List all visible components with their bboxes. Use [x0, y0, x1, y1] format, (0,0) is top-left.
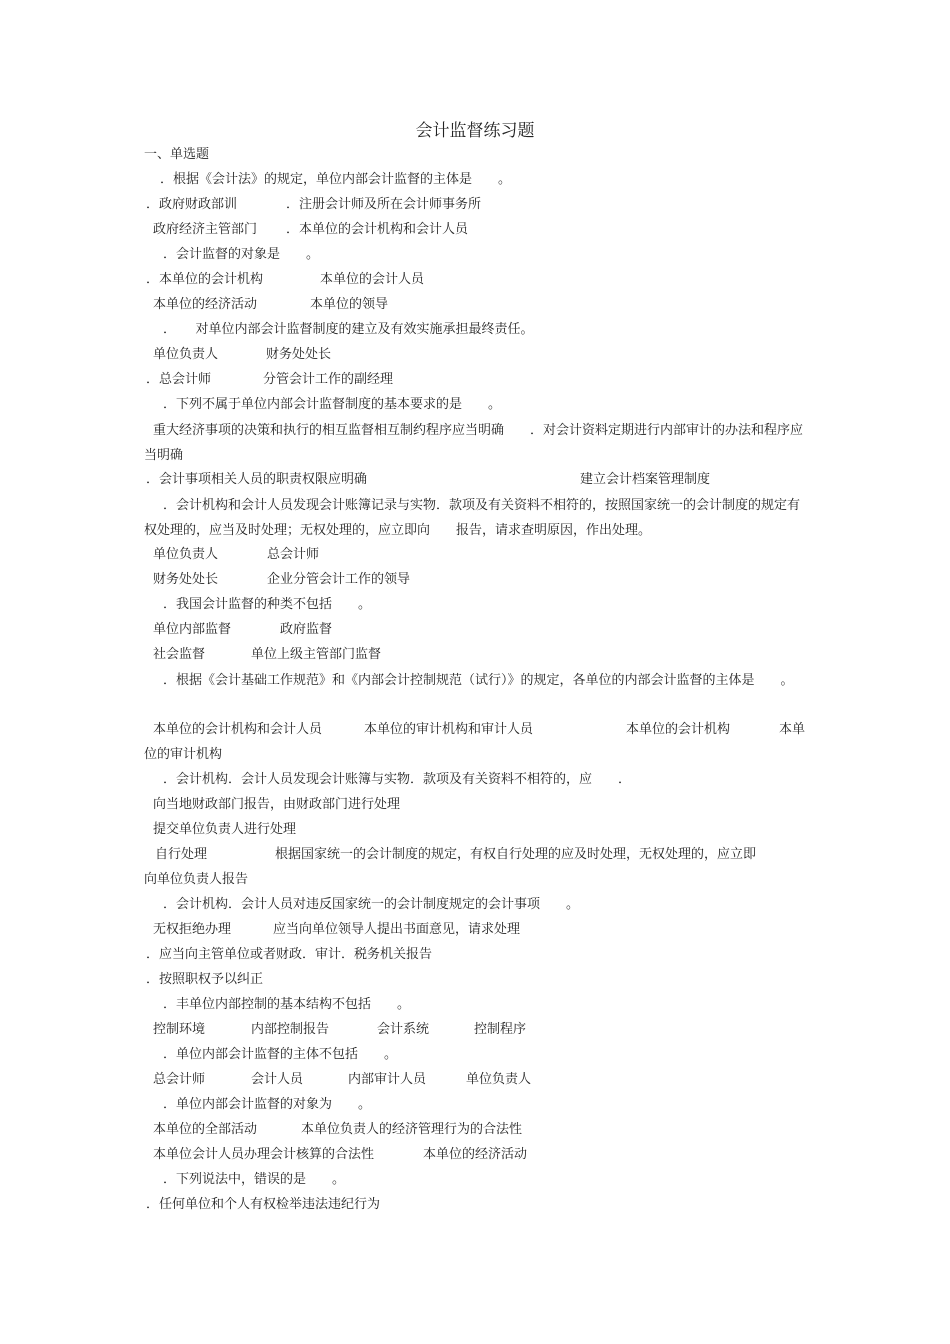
option: 会计系统 [377, 1022, 430, 1037]
option-wrapped: 重大经济事项的决策和执行的相互监督相互制约程序应当明确 ．对会计资料定期进行内部审计的办法和程序应当明确 [144, 423, 804, 463]
option: 本单位的领导 [310, 297, 389, 312]
option: 向当地财政部门报告，由财政部门进行处理 [153, 797, 401, 812]
option: 内部审计人员 [348, 1072, 427, 1087]
option: 控制程序 [474, 1022, 527, 1037]
question-13: ．下列说法中，错误的是 。 [163, 1172, 346, 1187]
option: 企业分管会计工作的领导 [267, 572, 411, 587]
question-9: ．会计机构．会计人员对违反国家统一的会计制度规定的会计事项 。 [163, 897, 580, 912]
option: 本单位的会计人员 [320, 272, 425, 287]
question-3: ． 对单位内部会计监督制度的建立及有效实施承担最终责任。 [163, 322, 534, 337]
question-5: ．会计机构和会计人员发现会计账簿记录与实物．款项及有关资料不相符的，按照国家统一的会计制度的规定有权处理的，应当及时处理；无权处理的，应立即向 报告，请求查明原因，作出处理。 [144, 498, 801, 538]
option: 提交单位负责人进行处理 [153, 822, 297, 837]
option: 总会计师 [267, 547, 320, 562]
option: ．政府财政部训 [146, 197, 238, 212]
option: 单位负责人 [153, 547, 219, 562]
option: 本单位的全部活动 [153, 1122, 258, 1137]
option: ．应当向主管单位或者财政．审计．税务机关报告 [146, 947, 433, 962]
section-heading: 一、单选题 [144, 147, 210, 162]
page-title: 会计监督练习题 [415, 121, 535, 141]
option: ．注册会计师及所在会计师事务所 [286, 197, 482, 212]
question-2: ．会计监督的对象是 。 [163, 247, 320, 262]
question-7: ．根据《会计基础工作规范》和《内部会计控制规范（试行）》的规定，各单位的内部会计监督的主体是 。 [163, 673, 794, 688]
option: 单位上级主管部门监督 [251, 647, 382, 662]
option: 分管会计工作的副经理 [263, 372, 394, 387]
option: 财务处处长 [266, 347, 332, 362]
option: 本单位的会计机构 [626, 722, 731, 737]
option: 自行处理 [155, 847, 208, 862]
option: 政府经济主管部门 [153, 222, 258, 237]
option: 总会计师 [153, 1072, 206, 1087]
option: 单位内部监督 [153, 622, 232, 637]
option: 内部控制报告 [251, 1022, 330, 1037]
option: 社会监督 [153, 647, 206, 662]
option: ．本单位的会计机构 [146, 272, 264, 287]
option: 本单位会计人员办理会计核算的合法性 [153, 1147, 375, 1162]
option-continuation: 位的审计机构 [144, 747, 223, 762]
option: 本单位负责人的经济管理行为的合法性 [301, 1122, 523, 1137]
option: ．本单位的会计机构和会计人员 [286, 222, 469, 237]
option: 本单位的会计机构和会计人员 [153, 722, 323, 737]
option-continuation: 向单位负责人报告 [144, 872, 249, 887]
option: 财务处处长 [153, 572, 219, 587]
option: 会计人员 [251, 1072, 304, 1087]
option: ．会计事项相关人员的职责权限应明确 [146, 472, 368, 487]
question-1: ．根据《会计法》的规定，单位内部会计监督的主体是 。 [160, 172, 512, 187]
option: 本单位的经济活动 [153, 297, 258, 312]
question-11: ．单位内部会计监督的主体不包括 。 [163, 1047, 398, 1062]
question-8: ．会计机构．会计人员发现会计账簿与实物．款项及有关资料不相符的，应 ． [163, 772, 632, 787]
option: 建立会计档案管理制度 [580, 472, 711, 487]
option: 本单位的经济活动 [423, 1147, 528, 1162]
option: 根据国家统一的会计制度的规定，有权自行处理的应及时处理，无权处理的，应立即 [275, 847, 757, 862]
option: 本单 [779, 722, 806, 737]
option: ．总会计师 [146, 372, 212, 387]
option: 无权拒绝办理 [153, 922, 232, 937]
option: ．任何单位和个人有权检举违法违纪行为 [146, 1197, 381, 1212]
question-4: ．下列不属于单位内部会计监督制度的基本要求的是 。 [163, 397, 502, 412]
question-6: ．我国会计监督的种类不包括 。 [163, 597, 372, 612]
question-12: ．单位内部会计监督的对象为 。 [163, 1097, 372, 1112]
option: 本单位的审计机构和审计人员 [364, 722, 534, 737]
option: 应当向单位领导人提出书面意见，请求处理 [273, 922, 521, 937]
option: 单位负责人 [466, 1072, 532, 1087]
option: ．按照职权予以纠正 [146, 972, 264, 987]
option: 控制环境 [153, 1022, 206, 1037]
option: 单位负责人 [153, 347, 219, 362]
option: 政府监督 [280, 622, 333, 637]
question-10: ．丰单位内部控制的基本结构不包括 。 [163, 997, 411, 1012]
